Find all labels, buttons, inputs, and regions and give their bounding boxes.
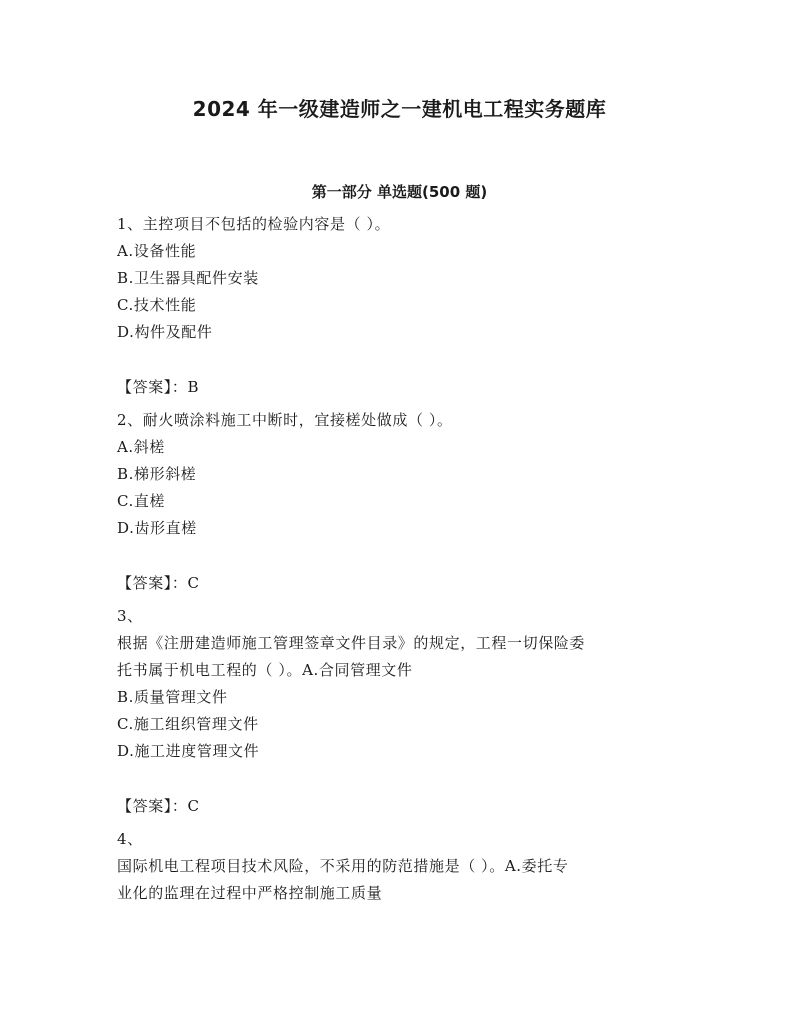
- option-b: B.梯形斜槎: [117, 465, 197, 483]
- option-b: B.质量管理文件: [117, 688, 228, 706]
- question-text: 1、主控项目不包括的检验内容是（ ）。: [117, 215, 391, 233]
- question-list: [117, 211, 682, 907]
- option-c: C.施工组织管理文件: [117, 715, 259, 733]
- answer-line: 【答案】：C: [117, 797, 200, 815]
- question-3: [117, 603, 682, 820]
- question-text: 2、耐火喷涂料施工中断时，宜接槎处做成（ ）。: [117, 411, 453, 429]
- answer-line: 【答案】：B: [117, 378, 200, 396]
- option-a: A.设备性能: [117, 242, 197, 260]
- question-number: 4、: [117, 830, 143, 848]
- option-a: A.斜槎: [117, 438, 166, 456]
- option-b: B.卫生器具配件安装: [117, 269, 259, 287]
- section-heading: 第一部分 单选题(500 题): [311, 183, 488, 201]
- question-text: 托书属于机电工程的（ ）。A.合同管理文件: [117, 661, 413, 679]
- option-d: D.施工进度管理文件: [117, 742, 260, 760]
- question-text: 根据《注册建造师施工管理签章文件目录》的规定，工程一切保险委: [117, 634, 586, 652]
- option-c: C.技术性能: [117, 296, 197, 314]
- option-d: D.齿形直槎: [117, 519, 197, 537]
- answer-line: 【答案】：C: [117, 574, 200, 592]
- question-4: [117, 826, 682, 907]
- question-2: [117, 407, 682, 597]
- document-title: 2024 年一级建造师之一建机电工程实务题库: [192, 97, 607, 121]
- question-text: 业化的监理在过程中严格控制施工质量: [117, 884, 383, 902]
- option-d: D.构件及配件: [117, 323, 213, 341]
- question-1: [117, 211, 682, 401]
- question-number: 3、: [117, 607, 143, 625]
- option-c: C.直槎: [117, 492, 166, 510]
- question-text: 国际机电工程项目技术风险，不采用的防范措施是（ ）。A.委托专: [117, 857, 569, 875]
